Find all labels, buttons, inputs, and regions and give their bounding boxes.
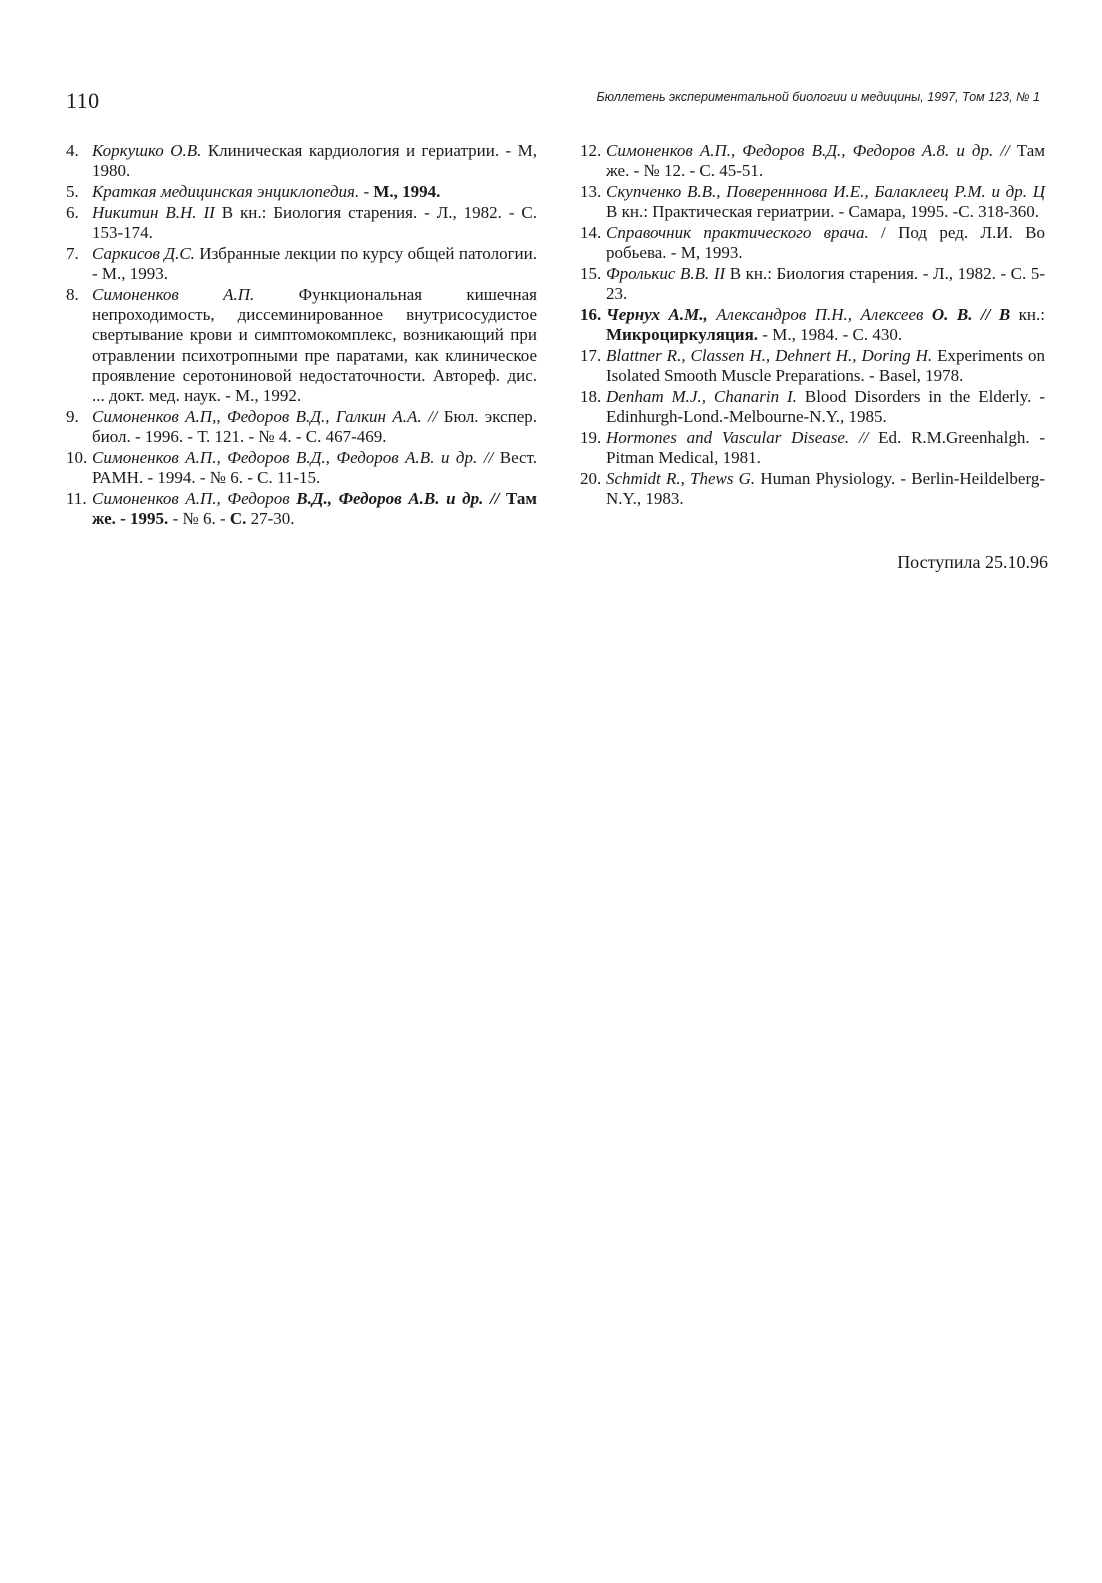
reference-segment: Справочник практического врача. <box>606 222 869 242</box>
reference-segment: С. <box>229 509 247 529</box>
reference-item <box>580 264 1045 305</box>
reference-item <box>580 182 1045 223</box>
reference-number: 15. <box>580 263 602 283</box>
reference-number: 9. <box>66 406 79 426</box>
reference-text <box>92 448 537 489</box>
reference-item <box>580 428 1045 469</box>
reference-segment: Чернух А.М., <box>606 304 708 324</box>
reference-text <box>606 182 1045 223</box>
reference-number: 14. <box>580 222 602 242</box>
reference-segment: 27-30. <box>246 509 295 529</box>
reference-segment: - <box>359 181 374 201</box>
reference-number: 13. <box>580 181 602 201</box>
reference-number: 8. <box>66 284 79 304</box>
running-header: Бюллетень экспериментальной биологии и медицины, 1997, Том 123, № 1 <box>596 90 1040 104</box>
reference-number: 17. <box>580 345 602 365</box>
reference-segment: В.Д., Федоров А.В. и др. // <box>296 488 500 508</box>
reference-item <box>580 387 1045 428</box>
reference-segment: - № 6. - <box>168 509 230 529</box>
reference-text <box>92 489 537 530</box>
reference-segment: Симоненков А.П,, Федоров В.Д., Галкин А.А. // <box>92 406 438 426</box>
reference-item <box>66 182 537 202</box>
reference-item <box>66 141 537 182</box>
reference-segment: М., 1994. <box>373 181 441 201</box>
reference-text <box>606 264 1045 305</box>
reference-segment: Функциональная кишечная непроходимость, диссеминированное внутрисосудистое свертывание крови и симптомокомплекс, возникающий при отравлении психотропными пре паратами, как клиническое проявление серотониновой недостаточности. Автореф. дис. ... докт. мед. наук. - М., 1992. <box>92 284 537 406</box>
reference-segment: Schmidt R., Thews G. <box>606 468 756 488</box>
reference-text <box>92 141 537 182</box>
reference-number: 7. <box>66 243 79 263</box>
reference-segment: Вест. РАМН. - 1994. - № 6. - С. 11-15. <box>92 447 537 488</box>
reference-number: 11. <box>66 488 87 508</box>
reference-segment: В кн.: Практическая гериатрии. - Самара, 1995. -С. 318-360. <box>606 202 1040 222</box>
reference-text <box>606 346 1045 387</box>
reference-segment: Denham M.J., Chanarin I. <box>606 386 797 406</box>
reference-number: 10. <box>66 447 88 467</box>
reference-segment: Саркисов Д.С. <box>92 243 195 263</box>
reference-segment: Никитин В.Н. II <box>92 202 215 222</box>
reference-segment: В кн.: Биология старения. - Л., 1982. - С. 5-23. <box>606 263 1045 304</box>
reference-segment: В кн.: Биология старения. - Л., 1982. - С. 153-174. <box>92 202 537 242</box>
reference-number: 19. <box>580 427 602 447</box>
reference-segment: кн.: <box>1010 304 1045 324</box>
reference-segment: - М., 1984. - С. 430. <box>758 325 903 345</box>
reference-number: 12. <box>580 141 602 160</box>
reference-segment: Клиническая кардиология и гериатрии. - М, 1980. <box>92 141 537 181</box>
reference-text <box>606 305 1045 346</box>
reference-segment: Симоненков А.П., Федоров В.Д., Федоров А.8. и др. // <box>606 141 1010 160</box>
reference-number: 4. <box>66 141 79 160</box>
reference-text <box>606 428 1045 469</box>
reference-segment: Симоненков А.П., Федоров В.Д., Федоров А.В. и др. // <box>92 447 494 467</box>
reference-text <box>92 285 537 407</box>
reference-segment: Фролькис В.В. II <box>606 263 726 283</box>
reference-text <box>606 387 1045 428</box>
reference-segment: Александров П.Н., Алексеев <box>707 304 932 324</box>
reference-segment: Бюл. экспер. биол. - 1996. - Т. 121. - № 4. - С. 467-469. <box>92 406 537 447</box>
reference-number: 6. <box>66 202 79 222</box>
reference-segment: Симоненков А.П., Федоров <box>92 488 297 508</box>
page-number: 110 <box>66 88 100 113</box>
reference-item <box>66 244 537 285</box>
reference-item <box>580 346 1045 387</box>
reference-segment: Скупченко В.В., Поверенннова И.Е., Балаклеец Р.М. и др. Ц <box>606 181 1045 201</box>
reference-segment: Коркушко О.В. <box>92 141 202 160</box>
reference-segment: Hormones and Vascular Disease. // <box>606 427 869 447</box>
reference-text <box>606 469 1045 510</box>
reference-text <box>92 182 537 202</box>
reference-text <box>92 407 537 448</box>
reference-number: 5. <box>66 181 79 201</box>
reference-segment: Blattner R., Classen H., Dehnert H., Doring H. <box>606 345 933 365</box>
reference-text <box>92 244 537 285</box>
reference-item <box>66 285 537 407</box>
reference-segment: Ed. R.M.Greenhalgh. - Pitman Medical, 1981. <box>606 427 1045 468</box>
reference-text <box>92 203 537 244</box>
reference-item <box>66 448 537 489</box>
reference-item <box>66 489 537 530</box>
reference-segment: Микроциркуляция. <box>606 325 759 345</box>
references-right-column <box>580 141 1045 510</box>
reference-item <box>66 407 537 448</box>
reference-text <box>606 141 1045 182</box>
reference-segment: / Под ред. Л.И. Во робьева. - М, 1993. <box>606 222 1046 263</box>
reference-number: 16. <box>580 304 602 324</box>
reference-item <box>580 223 1045 264</box>
reference-item <box>66 203 537 244</box>
reference-segment: Там же. - 1995. <box>92 488 538 529</box>
reference-text <box>606 223 1045 264</box>
reference-number: 18. <box>580 386 602 406</box>
reference-segment: Experiments on Isolated Smooth Muscle Preparations. - Basel, 1978. <box>606 345 1046 386</box>
reference-number: 20. <box>580 468 602 488</box>
reference-item <box>580 469 1045 510</box>
reference-segment: Blood Disorders in the Elderly. - Edinhurgh-Lond.-Melbourne-N.Y., 1985. <box>606 386 1045 427</box>
references-left-column <box>66 141 537 530</box>
reference-segment: Human Physiology. - Berlin-Heildelberg-N.Y., 1983. <box>606 468 1045 509</box>
reference-item <box>580 141 1045 182</box>
reference-item <box>580 305 1045 346</box>
reference-segment: О. В. // В <box>931 304 1011 324</box>
reference-segment: Симоненков А.П. <box>92 284 255 304</box>
reference-segment: Избранные лекции по курсу общей патологии. - М., 1993. <box>92 243 537 283</box>
received-date: Поступила 25.10.96 <box>897 552 1048 572</box>
reference-segment: Там же. - № 12. - С. 45-51. <box>606 141 1046 181</box>
reference-segment: Краткая медицинская энциклопедия. <box>92 181 360 201</box>
